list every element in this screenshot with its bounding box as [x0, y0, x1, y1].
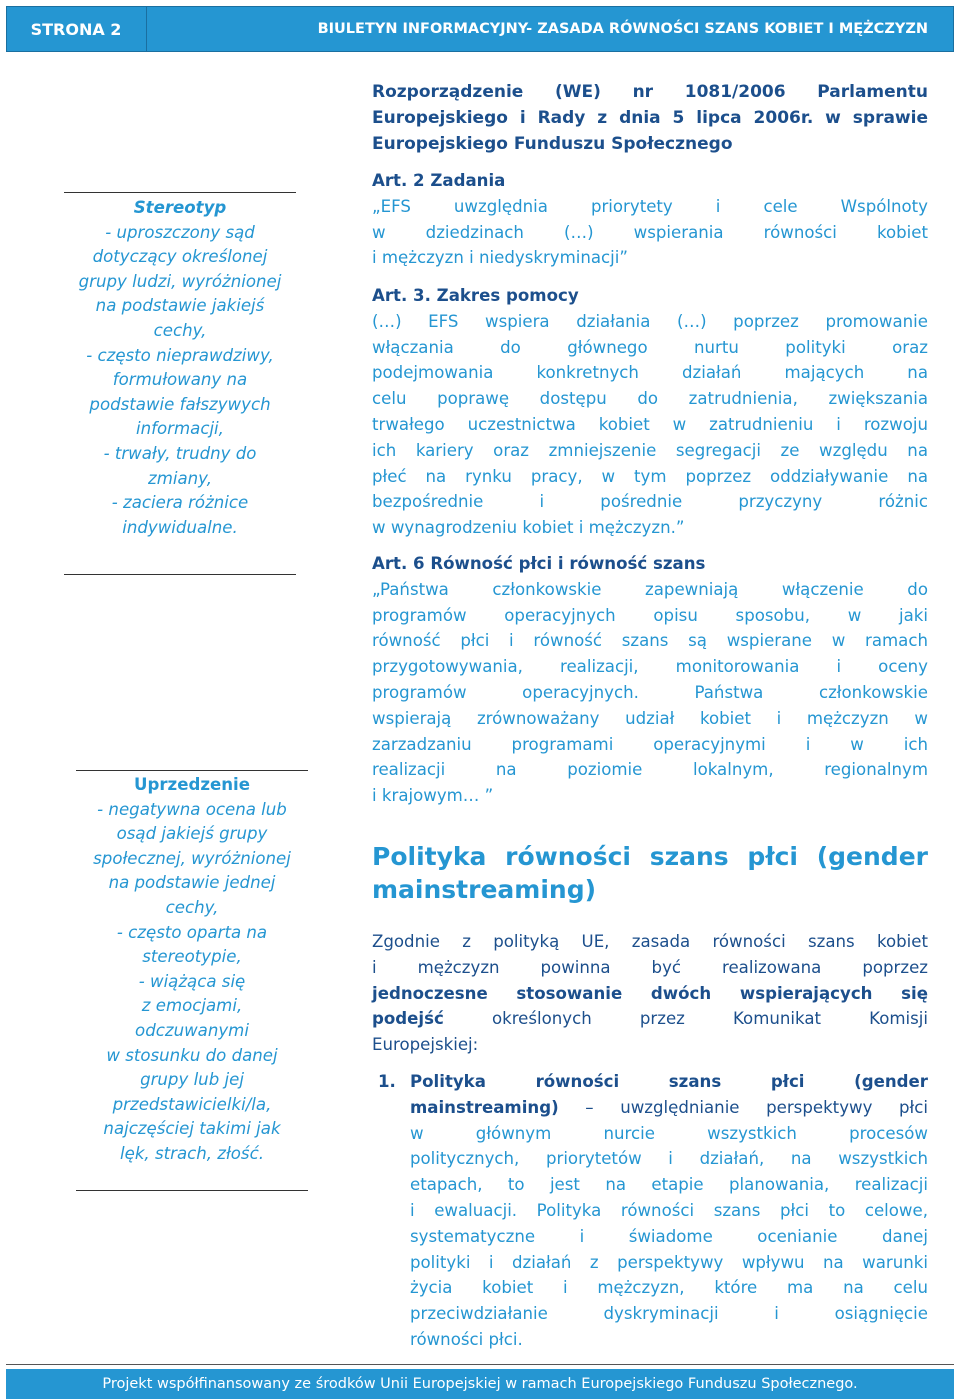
article-6-line: przygotowywania, realizacji, monitorowania i oceny — [372, 657, 928, 677]
article-6-line: realizacji na poziomie lokalnym, regionalnym — [372, 760, 928, 780]
article-6-title: Art. 6 Równość płci i równość szans — [372, 554, 706, 573]
definition-line: lęk, strach, złość. — [120, 1143, 264, 1163]
definition-line: informacji, — [136, 419, 224, 439]
article-3-line: włączania do głównego nurtu polityki oraz — [372, 337, 928, 357]
stereotype-bottom-rule — [64, 574, 296, 575]
definition-line: dotyczący określonej — [92, 247, 268, 267]
prejudice-box — [72, 773, 312, 1167]
definition-line: na podstawie jakiejś — [95, 296, 265, 316]
list-item-line: życia kobiet i mężczyzn, które ma na celu — [410, 1278, 928, 1298]
intro-line: jednoczesne stosowanie dwóch wspierających się — [372, 983, 928, 1003]
definition-line: - trwały, trudny do — [103, 443, 257, 463]
article-6 — [372, 551, 928, 809]
stereotype-top-rule — [64, 192, 296, 193]
intro-line: Europejskiej: — [372, 1035, 479, 1055]
article-6-body — [372, 577, 928, 809]
definition-line: odczuwanymi — [135, 1020, 249, 1040]
definition-line: cechy, — [153, 320, 207, 340]
page-number: STRONA 2 — [30, 19, 122, 39]
article-2-line: w dziedzinach (…) wspierania równości kobiet — [372, 222, 928, 242]
list-item-line: politycznych, priorytetów i działań, na wszystkich — [410, 1149, 928, 1169]
definition-line: grupy lub jej — [140, 1070, 244, 1090]
article-6-line: wspierają zrównoważany udział kobiet i mężczyzn w — [372, 708, 928, 728]
bulletin-title: BIULETYN INFORMACYJNY- ZASADA RÓWNOŚCI SZANS KOBIET I MĘŻCZYZN — [317, 21, 928, 37]
article-3-body — [372, 309, 928, 541]
definition-line: w stosunku do danej — [106, 1045, 278, 1065]
list-item-line — [410, 1095, 928, 1121]
stereotype-box — [60, 196, 300, 540]
definition-line: - zaciera różnice — [111, 493, 249, 513]
article-3-line: podejmowania konkretnych działań mających na — [372, 363, 928, 383]
article-2-title: Art. 2 Zadania — [372, 171, 506, 190]
regulation-title-line: Rozporządzenie (WE) nr 1081/2006 Parlamentu — [372, 82, 928, 102]
article-3 — [372, 283, 928, 541]
policy-heading-line: mainstreaming) — [372, 875, 597, 904]
definition-line: grupy ludzi, wyróżnionej — [78, 271, 282, 291]
definition-line: indywidualne. — [122, 517, 238, 537]
article-3-line: celu poprawę dostępu do zatrudnienia, zwiększania — [372, 389, 928, 409]
intro-rest-text: określonych przez Komunikat Komisji — [443, 1009, 928, 1029]
footer-rule — [6, 1364, 954, 1365]
article-6-line: programów operacyjnych. Państwa członkowskie — [372, 682, 928, 702]
list-item-rest-text: – uwzględnianie perspektywy płci — [558, 1097, 928, 1117]
intro-bold-text: podejść — [372, 1009, 444, 1029]
article-6-line: „Państwa członkowskie zapewniają włączenie do — [372, 579, 928, 599]
definition-line: osąd jakiejś grupy — [116, 824, 268, 844]
policy-heading — [372, 840, 928, 906]
article-3-line: w wynagrodzeniu kobiet i mężczyzn.” — [372, 518, 685, 538]
definition-line: - wiążąca się — [138, 971, 246, 991]
stereotype-definition — [60, 221, 300, 541]
prejudice-bottom-rule — [76, 1190, 308, 1191]
article-2-line: i mężczyzn i niedyskryminacji” — [372, 248, 628, 268]
regulation-section — [372, 79, 928, 157]
article-3-title: Art. 3. Zakres pomocy — [372, 286, 579, 305]
list-item-bold-text: mainstreaming) — [410, 1097, 559, 1117]
definition-line: na podstawie jednej — [108, 873, 276, 893]
article-3-line: bezpośrednie i pośrednie przyczyny różnic — [372, 492, 928, 512]
definition-line: - negatywna ocena lub — [97, 799, 287, 819]
article-3-line: ich kariery oraz zmniejszenie segregacji ze względu na — [372, 440, 928, 460]
article-6-line: zarzadzaniu programami operacyjnymi i w ich — [372, 734, 928, 754]
definition-line: - uproszczony sąd — [105, 222, 255, 242]
article-6-line: i krajowym… ” — [372, 786, 494, 806]
definition-line: formułowany na — [112, 370, 248, 390]
list-item-line: przeciwdziałanie dyskryminacji i osiągnięcie — [410, 1304, 928, 1324]
list-item-line: etapach, to jest na etapie planowania, realizacji — [410, 1175, 928, 1195]
list-item-line: polityki i działań z perspektywy wpływu na warunki — [410, 1252, 928, 1272]
list-item-line: systematyczne i świadome ocenianie danej — [410, 1226, 928, 1246]
intro-line — [372, 1006, 928, 1032]
prejudice-top-rule — [76, 770, 308, 771]
definition-line: podstawie fałszywych — [89, 394, 271, 414]
list-item-line: i ewaluacji. Polityka równości szans płci to celowe, — [410, 1200, 928, 1220]
list-item-line: w głównym nurcie wszystkich procesów — [410, 1123, 928, 1143]
intro-line: i mężczyzn powinna być realizowana poprzez — [372, 957, 928, 977]
article-3-line: (…) EFS wspiera działania (…) poprzez promowanie — [372, 311, 928, 331]
article-2 — [372, 168, 928, 271]
definition-line: przedstawicielki/la, — [112, 1094, 272, 1114]
list-item-body — [410, 1069, 928, 1353]
list-item-line: równości płci. — [410, 1329, 523, 1349]
header-divider — [146, 6, 147, 52]
article-2-line: „EFS uwzględnia priorytety i cele Wspólnoty — [372, 196, 928, 216]
policy-intro — [372, 929, 928, 1058]
article-6-line: programów operacyjnych opisu sposobu, w jaki — [372, 605, 928, 625]
definition-line: z emocjami, — [141, 996, 243, 1016]
prejudice-definition — [72, 798, 312, 1167]
article-6-line: równość płci i równość szans są wspierane w ramach — [372, 631, 928, 651]
definition-line: społecznej, wyróżnionej — [93, 848, 291, 868]
definition-line: stereotypie, — [142, 947, 242, 967]
article-3-line: trwałego uczestnictwa kobiet w zatrudnieniu i rozwoju — [372, 414, 928, 434]
policy-heading-line: Polityka równości szans płci (gender — [372, 842, 928, 871]
article-3-line: płeć na rynku pracy, w tym poprzez oddziaływanie na — [372, 466, 928, 486]
definition-line: najczęściej takimi jak — [103, 1119, 281, 1139]
regulation-title-line: Europejskiego Funduszu Społecznego — [372, 134, 733, 154]
list-number: 1. — [378, 1072, 396, 1091]
article-2-body — [372, 194, 928, 271]
definition-line: - często oparta na — [116, 922, 268, 942]
footer-cofinancing-note: Projekt współfinansowany ze środków Unii Europejskiej w ramach Europejskiego Funduszu Społecznego. — [6, 1369, 954, 1399]
regulation-title-line: Europejskiego i Rady z dnia 5 lipca 2006r. w sprawie — [372, 108, 928, 128]
prejudice-heading: Uprzedzenie — [134, 775, 250, 794]
list-item-line: Polityka równości szans płci (gender — [410, 1072, 928, 1091]
definition-line: - często nieprawdziwy, — [86, 345, 274, 365]
definition-line: zmiany, — [148, 468, 212, 488]
intro-line: Zgodnie z polityką UE, zasada równości szans kobiet — [372, 932, 928, 951]
stereotype-heading: Stereotyp — [133, 198, 227, 217]
list-item-lines — [410, 1121, 928, 1353]
definition-line: cechy, — [165, 897, 219, 917]
